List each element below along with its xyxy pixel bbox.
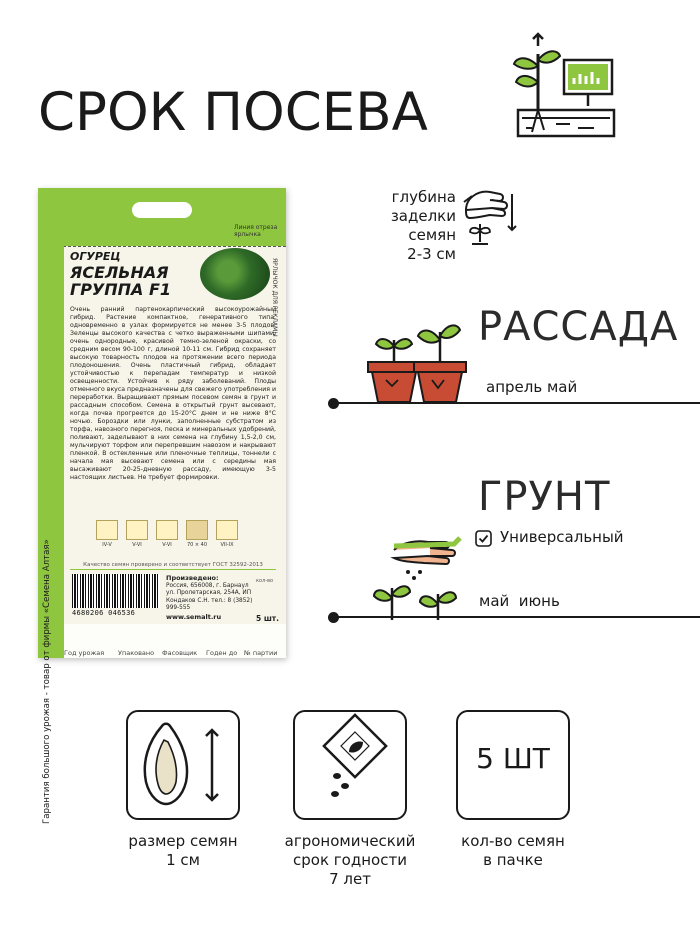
sowing-depth (348, 188, 456, 264)
seed-count-caption (418, 832, 608, 870)
depth-line: 2-3 см (407, 245, 456, 263)
packet-stamp-strip (38, 645, 286, 661)
soil-type: Универсальный (500, 528, 624, 546)
packet-crop: ОГУРЕЦ (70, 250, 121, 263)
packet-qty: 5 шт. (256, 614, 279, 623)
strip-label: Годен до (206, 649, 238, 657)
packet-description: Очень ранний партенокарпический высокоурожайный гибрид. Растение компактное, генеративного типа, одновременно в узлах формируется не менее 3-5 плодов. Зеленцы высокого качества с четко выраженными шипами, очень однородные, красивой темно-зеленой окраски, со средним весом 90-100 г, длиной 10-11 см. Гибрид сохраняет высокую товарность плодов на протяжении всего периода плодоношения. Очень пластичный гибрид, обладает устойчивостью к перепадам температур и низкой освещенности. Устойчив к ряду заболеваний. Плоды отменного вкуса предназначены для свежего употребления и переработки. Выращивают прямым посевом семян в грунт и рассадным способом. Семена в открытый грунт высевают, когда почва прогреется до 15-20°С днем и не ниже 8°С ночью. Бороздки или лунки, заполненные субстратом из торфа, навозного перегноя, песка и минеральных удобрений, поливают, заделывают в них семена на глубину 1,5-2,0 см, мульчируют торфом или перепревшим навозом и накрывают пленкой. В остекленные или пленочные теплицы, тоннели с начала мая высевают семена или с середины мая высаживают 20-25-дневную рассаду, имеющую 3-5 настоящих листьев. Не требует формировки. (70, 306, 276, 481)
packet-cut-label: Линия отреза ярлычка (234, 224, 278, 238)
producer-site: www.semalt.ru (166, 613, 222, 621)
depth-line: семян (408, 226, 456, 244)
calendar-cell (186, 520, 208, 540)
caption-line: агрономический (284, 832, 416, 850)
caption-line: кол-во семян (461, 832, 565, 850)
strip-label: Упаковано (118, 649, 155, 657)
ground-months: май июнь (479, 592, 560, 610)
strip-label: № партии (244, 649, 278, 657)
hand-planting-icon (456, 180, 524, 250)
calendar-cell (126, 520, 148, 540)
caption-line: размер семян (128, 832, 238, 850)
calendar-label: V-VI (162, 542, 172, 548)
calendar-label: 70 × 40 (186, 542, 208, 548)
shelf-life-card (293, 710, 407, 820)
calendar-label: V-VI (132, 542, 142, 548)
barcode-number: 4680206 046536 (72, 609, 136, 617)
producer-address: Россия, 656008, г. Барнаул ул. Пролетарская, 254А, ИП Кондаков С.Н. тел.: 8 (3852) 999-555 (166, 583, 253, 611)
depth-line: глубина (391, 188, 456, 206)
calendar-cell (156, 520, 178, 540)
seedlings-timeline (334, 402, 700, 404)
packet-hang-hole (132, 202, 192, 218)
barcode (72, 574, 160, 608)
seedlings-heading: РАССАДА (478, 304, 679, 350)
checkbox-checked-icon (475, 530, 492, 547)
depth-line: заделки (390, 207, 456, 225)
shelf-life-caption (255, 832, 445, 889)
calendar-label: VII-IX (220, 542, 234, 548)
seed-bag-icon (293, 710, 407, 820)
strip-label: Фасовщик (162, 649, 198, 657)
ground-timeline (334, 616, 700, 618)
seedling-pots-icon (364, 318, 468, 408)
packet-qty-label: кол-во (256, 578, 274, 584)
caption-line: 7 лет (329, 870, 371, 888)
quality-note: Качество семян проверено и соответствует ГОСТ 32592-2013 (83, 562, 263, 568)
seed-count-value: 5 ШТ (476, 742, 550, 775)
caption-line: в пачке (483, 851, 543, 869)
packet-variety: ЯСЕЛЬНАЯ ГРУППА F1 (70, 263, 172, 299)
page-title: СРОК ПОСЕВА (38, 82, 428, 143)
packet-side-text: Гарантия большого урожая - товар от фирмы «Семена Алтая» (42, 539, 52, 824)
sprout-monitor-icon (508, 32, 618, 144)
producer-heading: Произведено: (166, 574, 219, 582)
packet-right-label: ЯРЛЫЧОК ДЛЯ РЕКЛАМЫ (271, 258, 278, 337)
calendar-cell (216, 520, 238, 540)
seedlings-months: апрель май (486, 378, 578, 396)
seed-size-caption (88, 832, 278, 870)
packet-cut-line (38, 246, 286, 247)
seed-count-card (456, 710, 570, 820)
seed-packet (38, 188, 286, 824)
sowing-calendar (96, 520, 246, 550)
calendar-cell (96, 520, 118, 540)
cucumber-photo (200, 248, 270, 300)
hand-sowing-icon (372, 528, 468, 624)
caption-line: срок годности (293, 851, 407, 869)
strip-label: Год урожая (64, 649, 105, 657)
caption-line: 1 см (166, 851, 200, 869)
calendar-label: IV-V (102, 542, 112, 548)
ground-heading: ГРУНТ (478, 474, 611, 520)
packet-divider (70, 569, 276, 570)
seed-size-card (126, 710, 240, 820)
seed-size-icon (126, 710, 240, 820)
